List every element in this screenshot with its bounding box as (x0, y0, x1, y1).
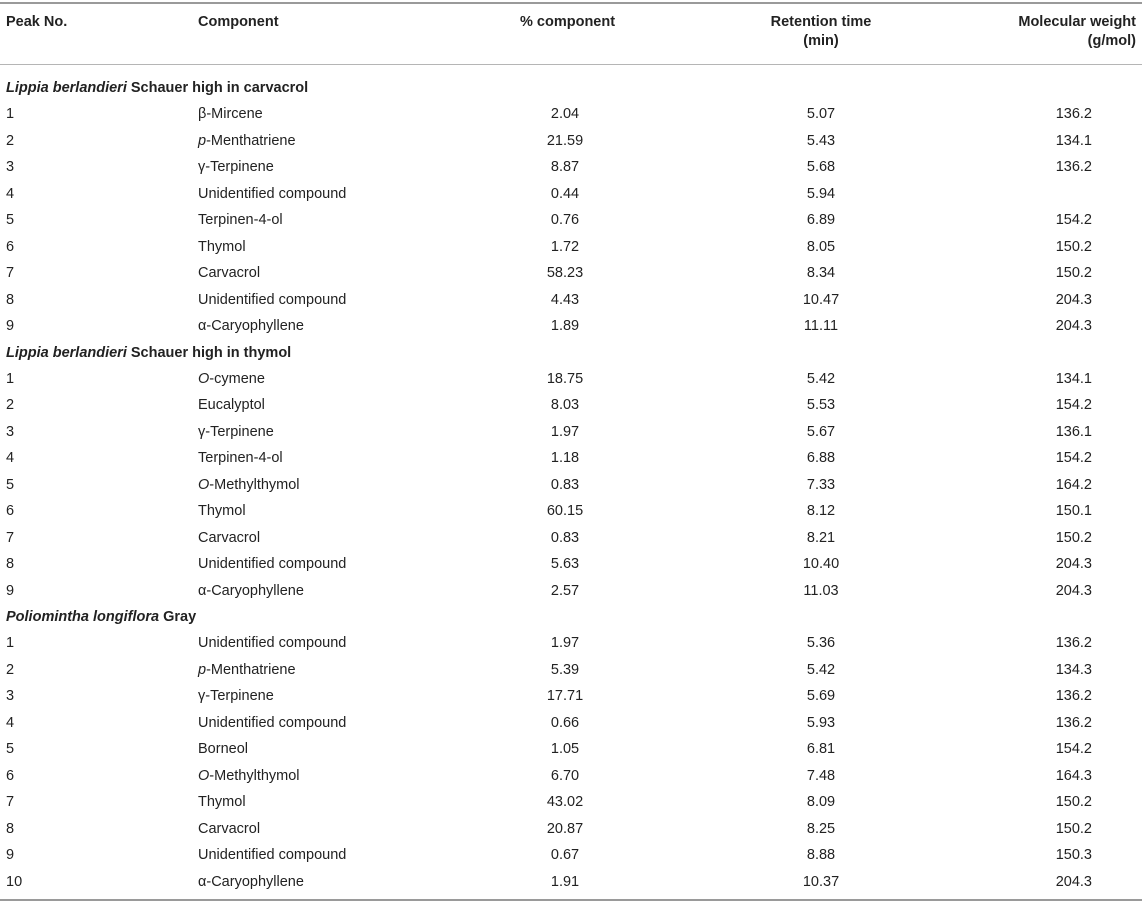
percent-component: 1.91 (550, 873, 580, 890)
percent-component: 1.05 (550, 741, 580, 758)
peak-number: 3 (6, 159, 15, 176)
table-row (0, 657, 1142, 683)
retention-time: 8.21 (806, 529, 836, 546)
section-header (0, 340, 1142, 366)
component-label: Thymol (198, 503, 246, 520)
table-row (0, 154, 1142, 180)
percent-component: 1.97 (550, 423, 580, 440)
component-label: Terpinen-4-ol (198, 450, 283, 467)
component-label: -cymene (209, 370, 265, 387)
molecular-weight: 204.3 (1055, 582, 1092, 599)
molecular-weight: 150.2 (1055, 794, 1092, 811)
peak-number: 2 (6, 661, 15, 678)
molecular-weight: 150.2 (1055, 529, 1092, 546)
retention-time: 10.40 (802, 556, 840, 573)
component-name (198, 128, 296, 154)
table-row (0, 128, 1142, 154)
component-name (198, 154, 274, 180)
table-bottom-rule (0, 899, 1142, 901)
percent-component: 8.87 (550, 159, 580, 176)
molecular-weight: 150.3 (1055, 847, 1092, 864)
component-label: Unidentified compound (198, 635, 347, 652)
percent-component: 43.02 (546, 794, 584, 811)
retention-time: 8.09 (806, 794, 836, 811)
retention-time: 8.12 (806, 503, 836, 520)
header-retention-time (766, 13, 876, 51)
component-name (198, 763, 300, 789)
section-title-rest: Schauer high in thymol (126, 344, 292, 361)
component-name (198, 207, 283, 233)
percent-component: 2.57 (550, 582, 580, 599)
peak-number: 3 (6, 423, 15, 440)
percent-component: 8.03 (550, 397, 580, 414)
retention-time: 6.81 (806, 741, 836, 758)
retention-time: 5.94 (806, 185, 836, 202)
percent-component: 21.59 (546, 132, 584, 149)
percent-component: 5.39 (550, 661, 580, 678)
component-label: Unidentified compound (198, 714, 347, 731)
peak-number: 4 (6, 714, 15, 731)
percent-component: 0.66 (550, 714, 580, 731)
percent-component: 5.63 (550, 556, 580, 573)
molecular-weight: 204.3 (1055, 318, 1092, 335)
peak-number: 2 (6, 132, 15, 149)
molecular-weight: 150.2 (1055, 265, 1092, 282)
table-row (0, 366, 1142, 392)
molecular-weight: 136.2 (1055, 106, 1092, 123)
header-retention-time-line1: Retention time (770, 14, 872, 30)
molecular-weight: 136.2 (1055, 688, 1092, 705)
component-name (198, 101, 263, 127)
retention-time: 11.11 (803, 318, 839, 335)
component-prefix: O (198, 476, 210, 493)
table-row (0, 736, 1142, 762)
section-title-rest: Gray (159, 609, 197, 625)
component-name (198, 181, 346, 207)
table-row (0, 392, 1142, 418)
component-name (198, 789, 246, 815)
header-percent: % component (520, 14, 616, 30)
peak-number: 8 (6, 291, 15, 308)
molecular-weight: 154.2 (1055, 212, 1092, 229)
retention-time: 7.48 (806, 767, 836, 784)
table-row (0, 234, 1142, 260)
table-row (0, 578, 1142, 604)
retention-time: 5.69 (806, 688, 836, 705)
peak-number: 8 (6, 556, 15, 573)
percent-component: 6.70 (550, 767, 580, 784)
section-title (6, 604, 196, 630)
molecular-weight: 136.1 (1055, 423, 1092, 440)
component-label: Unidentified compound (198, 556, 347, 573)
component-label: Thymol (198, 238, 246, 255)
table-row (0, 287, 1142, 313)
table-row (0, 683, 1142, 709)
retention-time: 7.33 (806, 476, 836, 493)
peak-number: 5 (6, 476, 15, 493)
peak-number: 5 (6, 741, 15, 758)
component-prefix: p (198, 132, 207, 149)
percent-component: 20.87 (546, 820, 584, 837)
retention-time: 8.34 (806, 265, 836, 282)
percent-component: 18.75 (546, 370, 584, 387)
peak-number: 7 (6, 265, 15, 282)
header-retention-time-line2: (min) (803, 33, 839, 49)
molecular-weight: 154.2 (1055, 741, 1092, 758)
peak-number: 1 (6, 106, 15, 123)
component-name (198, 630, 346, 656)
molecular-weight: 150.1 (1055, 503, 1092, 520)
molecular-weight: 204.3 (1055, 873, 1092, 890)
component-name (198, 419, 274, 445)
percent-component: 58.23 (546, 265, 584, 282)
component-name (198, 869, 304, 895)
retention-time: 10.47 (802, 291, 840, 308)
table-row (0, 445, 1142, 471)
header-rule (0, 64, 1142, 65)
component-name (198, 525, 260, 551)
percent-component: 1.97 (550, 635, 580, 652)
retention-time: 5.07 (806, 106, 836, 123)
retention-time: 6.88 (806, 450, 836, 467)
header-molecular-weight-line2: (g/mol) (1087, 33, 1136, 49)
component-label: γ-Terpinene (198, 423, 274, 440)
peak-number: 6 (6, 767, 15, 784)
table-row (0, 763, 1142, 789)
component-name (198, 816, 260, 842)
component-label: Thymol (198, 794, 246, 811)
molecular-weight: 134.1 (1055, 132, 1092, 149)
component-label: -Menthatriene (206, 661, 296, 678)
peak-number: 4 (6, 450, 15, 467)
molecular-weight: 204.3 (1055, 291, 1092, 308)
component-label: α-Caryophyllene (198, 582, 304, 599)
header-molecular-weight-line1: Molecular weight (1018, 14, 1136, 30)
component-name (198, 551, 346, 577)
table-row (0, 260, 1142, 286)
retention-time: 6.89 (806, 212, 836, 229)
percent-component: 4.43 (550, 291, 580, 308)
peak-number: 7 (6, 794, 15, 811)
table-row (0, 710, 1142, 736)
retention-time: 5.42 (806, 661, 836, 678)
component-name (198, 260, 260, 286)
retention-time: 5.93 (806, 714, 836, 731)
molecular-weight: 134.3 (1055, 661, 1092, 678)
component-prefix: O (198, 370, 210, 387)
retention-time: 8.88 (806, 847, 836, 864)
molecular-weight: 136.2 (1055, 159, 1092, 176)
table-row (0, 498, 1142, 524)
table-row (0, 842, 1142, 868)
molecular-weight: 136.2 (1055, 635, 1092, 652)
molecular-weight: 204.3 (1055, 556, 1092, 573)
peak-number: 1 (6, 370, 15, 387)
component-label: Carvacrol (198, 529, 261, 546)
component-label: Unidentified compound (198, 847, 347, 864)
section-title (6, 75, 308, 101)
component-name (198, 287, 346, 313)
component-label: β-Mircene (198, 106, 263, 123)
peak-number: 10 (6, 873, 23, 890)
peak-number: 7 (6, 529, 15, 546)
component-label: Terpinen-4-ol (198, 212, 283, 229)
table-row (0, 313, 1142, 339)
molecular-weight: 150.2 (1055, 820, 1092, 837)
section-header (0, 75, 1142, 101)
table-row (0, 472, 1142, 498)
component-label: Eucalyptol (198, 397, 265, 414)
percent-component: 0.83 (550, 476, 580, 493)
component-name (198, 657, 296, 683)
peak-number: 5 (6, 212, 15, 229)
section-header (0, 604, 1142, 630)
table-row (0, 869, 1142, 895)
table-row (0, 181, 1142, 207)
retention-time: 5.67 (806, 423, 836, 440)
component-name (198, 710, 346, 736)
table-row (0, 525, 1142, 551)
header-molecular-weight (986, 13, 1136, 51)
retention-time: 8.25 (806, 820, 836, 837)
component-name (198, 736, 248, 762)
table-row (0, 816, 1142, 842)
component-name (198, 313, 304, 339)
component-label: γ-Terpinene (198, 159, 274, 176)
peak-number: 9 (6, 582, 15, 599)
component-name (198, 366, 265, 392)
component-name (198, 498, 246, 524)
retention-time: 11.03 (803, 582, 839, 599)
molecular-weight: 164.3 (1055, 767, 1092, 784)
percent-component: 60.15 (546, 503, 584, 520)
component-name (198, 842, 346, 868)
percent-component: 0.44 (550, 185, 580, 202)
retention-time: 5.42 (806, 370, 836, 387)
component-prefix: O (198, 767, 210, 784)
table-row (0, 419, 1142, 445)
component-label: γ-Terpinene (198, 688, 274, 705)
peak-number: 6 (6, 238, 15, 255)
component-name (198, 392, 265, 418)
section-title-species: Lippia berlandieri (6, 344, 127, 361)
percent-component: 1.89 (550, 318, 580, 335)
table-row (0, 630, 1142, 656)
percent-component: 1.72 (550, 238, 580, 255)
component-name (198, 472, 300, 498)
component-label: -Menthatriene (206, 132, 296, 149)
component-name (198, 445, 283, 471)
retention-time: 10.37 (802, 873, 840, 890)
table-row (0, 101, 1142, 127)
percent-component: 0.83 (550, 529, 580, 546)
peak-number: 2 (6, 397, 15, 414)
peak-number: 6 (6, 503, 15, 520)
retention-time: 5.43 (806, 132, 836, 149)
table-row (0, 207, 1142, 233)
molecular-weight: 134.1 (1055, 370, 1092, 387)
header-peak: Peak No. (6, 14, 68, 30)
component-name (198, 683, 274, 709)
molecular-weight: 154.2 (1055, 397, 1092, 414)
component-label: α-Caryophyllene (198, 873, 304, 890)
percent-component: 0.67 (550, 847, 580, 864)
component-label: Unidentified compound (198, 185, 347, 202)
table-row (0, 789, 1142, 815)
retention-time: 5.53 (806, 397, 836, 414)
header-component: Component (198, 14, 279, 30)
table-top-rule (0, 2, 1142, 4)
peak-number: 3 (6, 688, 15, 705)
component-label: -Methylthymol (209, 476, 300, 493)
component-label: Carvacrol (198, 265, 261, 282)
component-name (198, 234, 246, 260)
component-name (198, 578, 304, 604)
component-prefix: p (198, 661, 207, 678)
molecular-weight: 154.2 (1055, 450, 1092, 467)
section-title-species: Lippia berlandieri (6, 80, 127, 96)
section-title-species: Poliomintha longiflora (6, 609, 160, 625)
component-label: Borneol (198, 741, 248, 758)
percent-component: 1.18 (550, 450, 580, 467)
percent-component: 17.71 (546, 688, 584, 705)
peak-number: 9 (6, 318, 15, 335)
percent-component: 2.04 (550, 106, 580, 123)
peak-number: 9 (6, 847, 15, 864)
component-label: -Methylthymol (209, 767, 300, 784)
peak-number: 8 (6, 820, 15, 837)
component-label: Carvacrol (198, 820, 261, 837)
molecular-weight: 164.2 (1055, 476, 1092, 493)
component-label: α-Caryophyllene (198, 318, 304, 335)
section-title-rest: Schauer high in carvacrol (126, 80, 309, 96)
peak-number: 4 (6, 185, 15, 202)
table-row (0, 551, 1142, 577)
retention-time: 5.68 (806, 159, 836, 176)
section-title (6, 340, 291, 366)
retention-time: 5.36 (806, 635, 836, 652)
peak-number: 1 (6, 635, 15, 652)
molecular-weight: 150.2 (1055, 238, 1092, 255)
retention-time: 8.05 (806, 238, 836, 255)
molecular-weight: 136.2 (1055, 714, 1092, 731)
percent-component: 0.76 (550, 212, 580, 229)
component-label: Unidentified compound (198, 291, 347, 308)
